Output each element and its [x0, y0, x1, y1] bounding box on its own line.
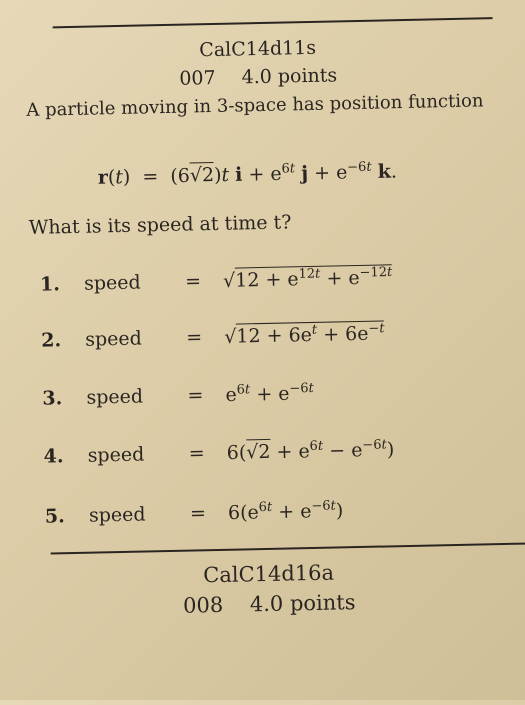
position-formula: r(t) = (6√2)t $i + e^{6t}$ $j + e^{-6t}$ k. [97, 159, 398, 189]
choice-equals: = [189, 502, 207, 525]
section-divider [51, 542, 525, 554]
choice-expression: $6(√2 + e^{6t} - e^{-6t})$ [226, 437, 395, 465]
choice-expression: $6(e^{6t} + e^{-6t})$ [227, 498, 344, 525]
choice-number: 4. [43, 445, 64, 468]
top-divider [53, 17, 493, 28]
problem-id: CalC14d16a [203, 560, 335, 588]
choice-label: speed [83, 271, 141, 296]
choice-equals: = [186, 326, 203, 349]
choice-number: 1. [39, 273, 61, 296]
choice-equals: = [187, 384, 204, 407]
choice-number: 2. [40, 329, 62, 352]
choice-expression: $√12 + 6e^t + 6e^{-t}$ [224, 321, 385, 349]
problem-number: 008 [182, 592, 224, 618]
problem-number: 007 [179, 66, 216, 90]
problem-header-1 [0, 33, 521, 94]
choice-expression: $√12 + e^{12t} + e^{-12t}$ [222, 265, 393, 293]
choice-label: speed [85, 327, 143, 352]
choice-label: speed [86, 385, 144, 410]
problem-header-2 [6, 556, 525, 621]
choice-label: speed [87, 443, 145, 468]
problem-id: CalC14d11s [199, 36, 317, 62]
choice-equals: = [184, 270, 202, 293]
problem-question: What is its speed at time t? [28, 211, 292, 239]
choice-number: 3. [42, 387, 63, 410]
choice-equals: = [188, 442, 205, 465]
problem-prompt: A particle moving in 3-space has position function [26, 90, 484, 121]
choice-expression: $e^{6t} + e^{-6t}$ [225, 380, 315, 407]
choice-3[interactable] [42, 381, 314, 410]
choice-label: speed [88, 503, 146, 528]
choice-number: 5. [44, 505, 65, 528]
choice-5[interactable] [45, 498, 344, 528]
choice-2[interactable] [41, 321, 385, 352]
choice-1[interactable] [40, 265, 393, 296]
problem-points: 4.0 points [241, 64, 338, 89]
choice-4[interactable] [43, 437, 394, 468]
problem-points: 4.0 points [249, 590, 356, 617]
